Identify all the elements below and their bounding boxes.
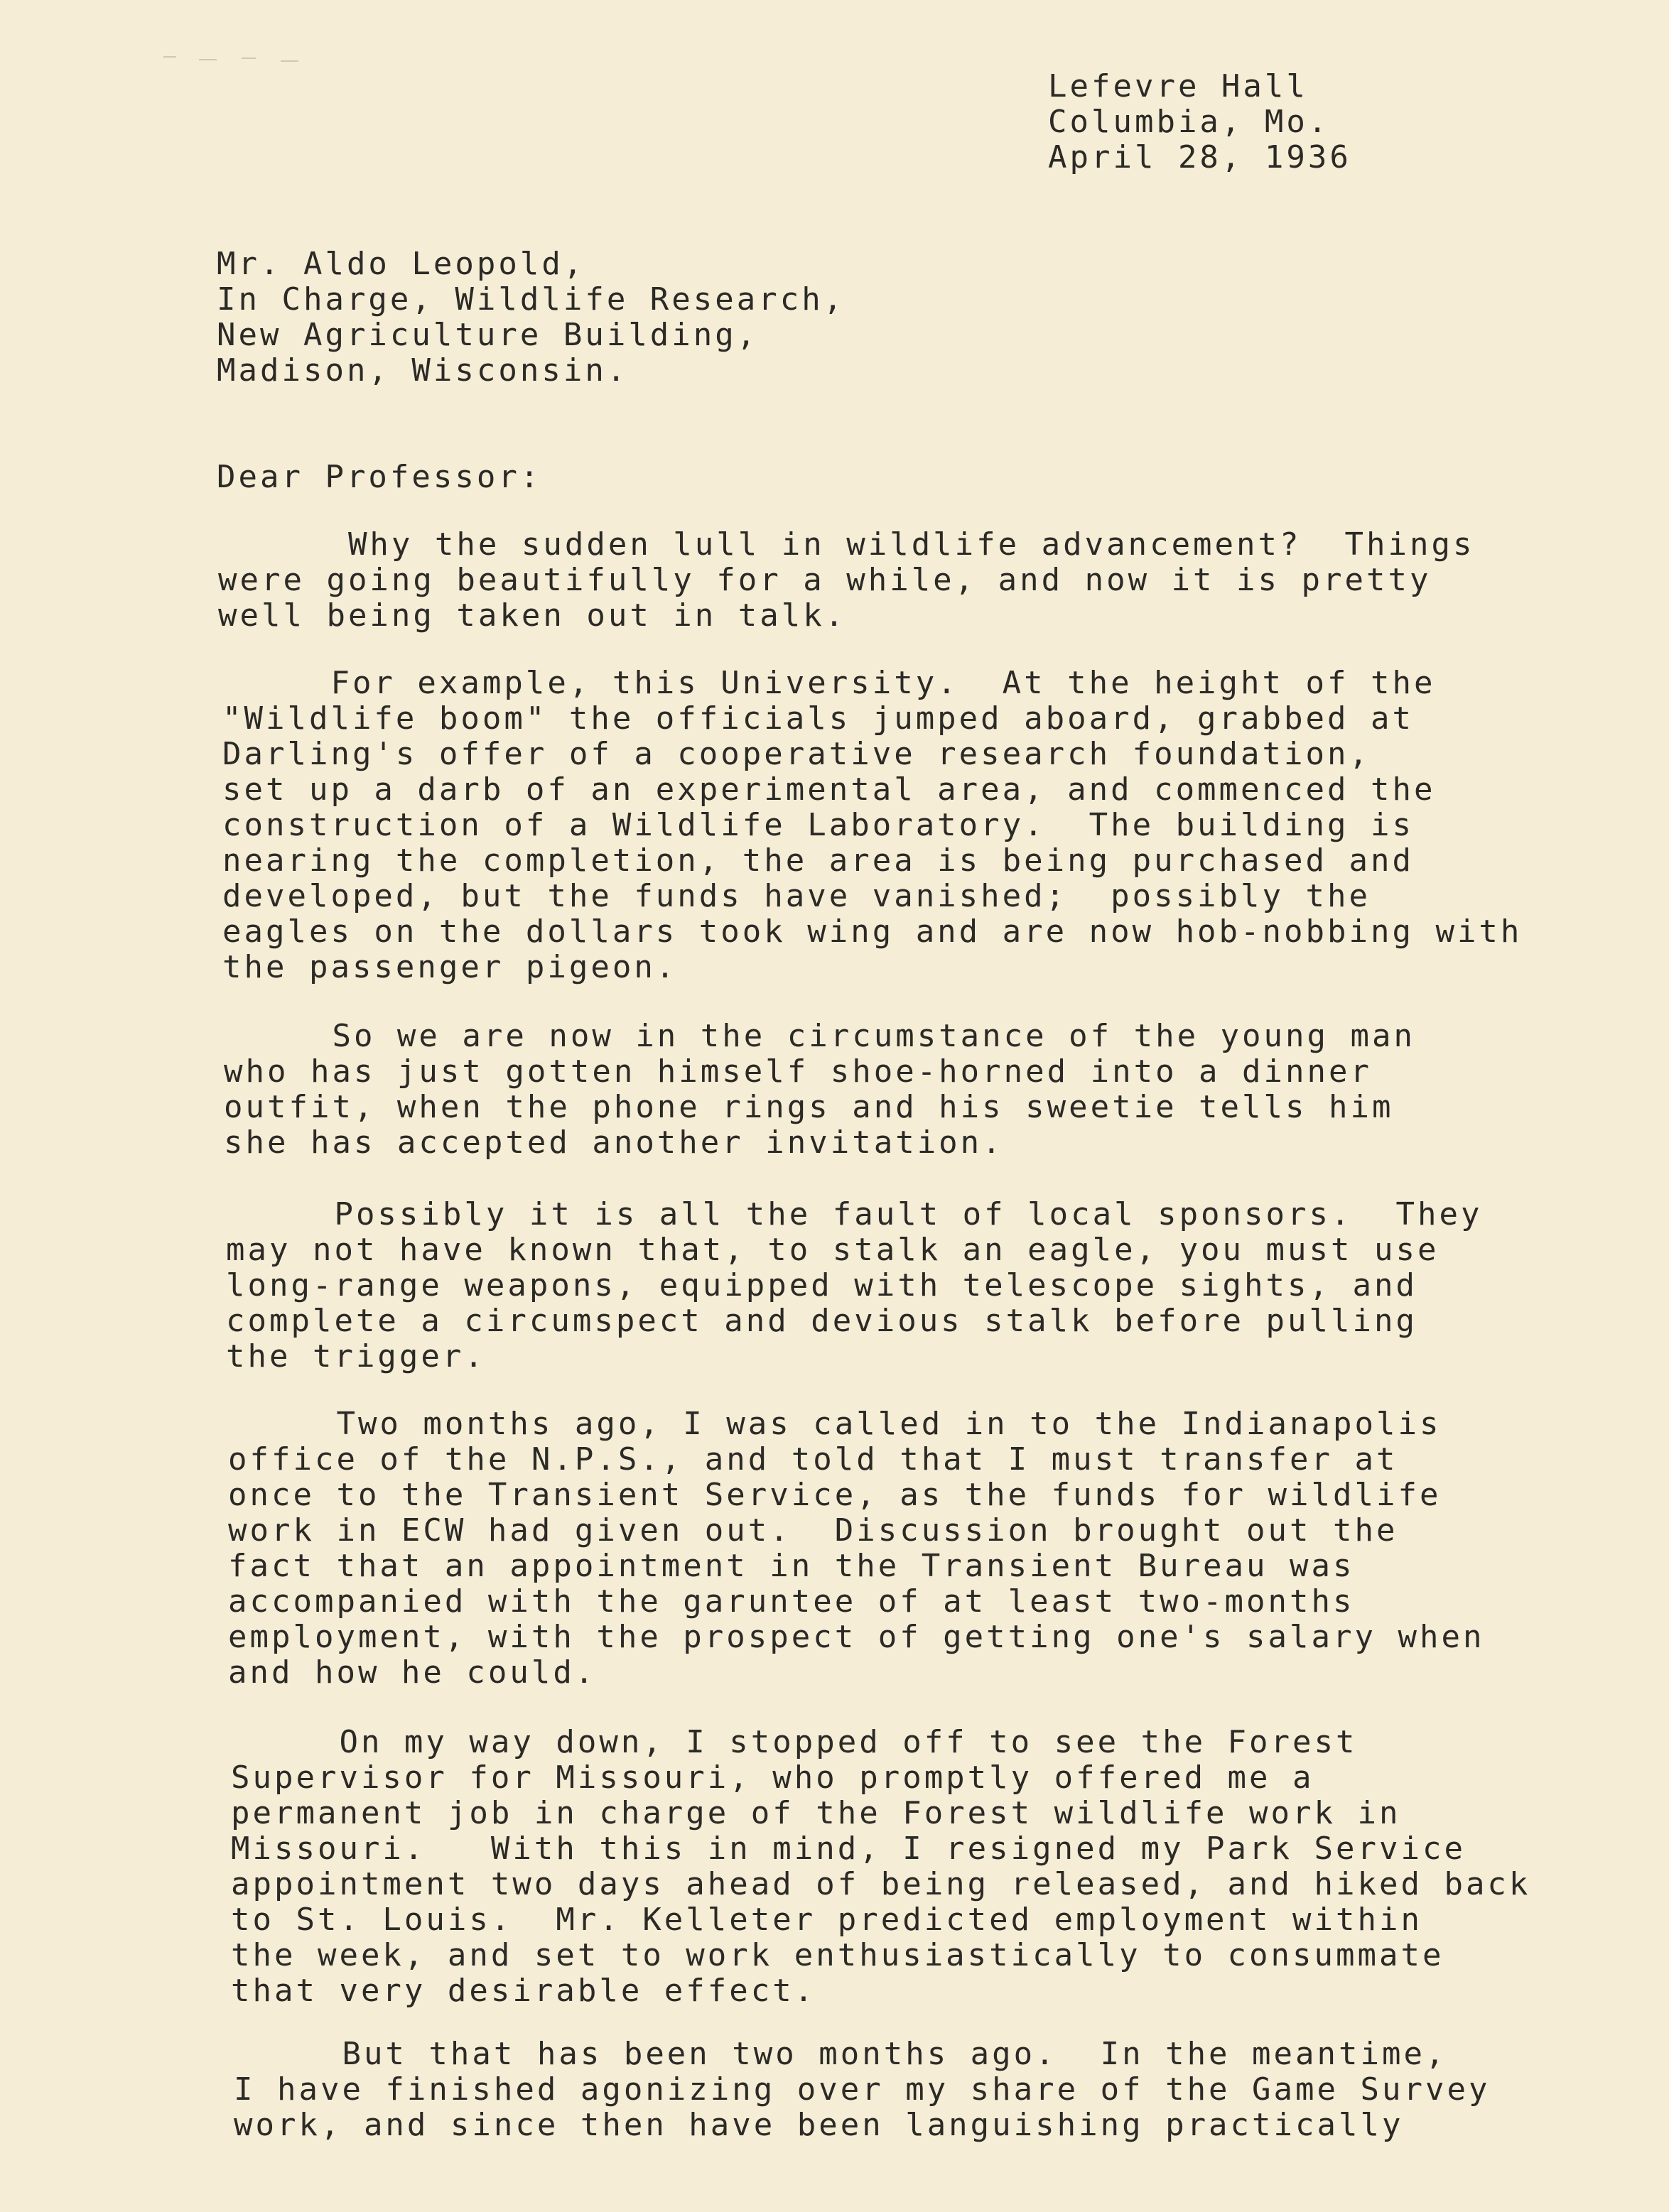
body-line: were going beautifully for a while, and now it is pretty (218, 562, 1432, 598)
body-line: appointment two days ahead of being released, and hiked back (231, 1866, 1531, 1902)
body-line: But that has been two months ago. In the meantime, (234, 2036, 1447, 2072)
body-line: Possibly it is all the fault of local sponsors. They (226, 1196, 1483, 1232)
recipient-building: New Agriculture Building, (217, 317, 759, 353)
body-line: long-range weapons, equipped with telescope sights, and (226, 1267, 1417, 1303)
body-line: who has just gotten himself shoe-horned into a dinner (224, 1053, 1372, 1090)
return-address-line: Lefevre Hall (1048, 68, 1308, 104)
body-line: Darling's offer of a cooperative research foundation, (222, 736, 1371, 772)
body-line: well being taken out in talk. (218, 597, 847, 634)
body-line: office of the N.P.S., and told that I must transfer at (228, 1441, 1398, 1478)
body-line: work, and since then have been languishing practically (234, 2107, 1404, 2143)
body-line: For example, this University. At the height of the (222, 665, 1436, 701)
body-line: and how he could. (228, 1654, 597, 1691)
body-line: accompanied with the garuntee of at least two-months (228, 1583, 1355, 1620)
body-line: So we are now in the circumstance of the young man (224, 1018, 1415, 1054)
body-line: outfit, when the phone rings and his sweetie tells him (224, 1089, 1394, 1125)
body-line: she has accepted another invitation. (224, 1124, 1004, 1161)
body-line: "Wildlife boom" the officials jumped aboard, grabbed at (222, 700, 1414, 737)
paragraph-5 (228, 1406, 1484, 1691)
body-line: Missouri. With this in mind, I resigned my Park Service (231, 1831, 1466, 1867)
recipient-city: Madison, Wisconsin. (217, 352, 629, 389)
body-line: developed, but the funds have vanished; possibly the (222, 878, 1371, 914)
body-line: fact that an appointment in the Transient Bureau was (228, 1548, 1355, 1584)
body-line: the trigger. (226, 1338, 486, 1375)
body-line: the week, and set to work enthusiastically to consummate (231, 1937, 1444, 1973)
body-line: to St. Louis. Mr. Kelleter predicted employment within (231, 1902, 1422, 1938)
body-line: Why the sudden lull in wildlife advancement? Things (218, 526, 1475, 563)
paragraph-7 (234, 2037, 1490, 2143)
body-line: set up a darb of an experimental area, and commenced the (222, 771, 1436, 808)
body-line: I have finished agonizing over my share of the Game Survey (234, 2071, 1491, 2108)
paragraph-4 (226, 1197, 1482, 1375)
body-line: may not have known that, to stalk an eagle, you must use (226, 1232, 1440, 1268)
return-address (1048, 69, 1351, 175)
body-line: employment, with the prospect of getting one's salary when (228, 1619, 1485, 1655)
body-line: construction of a Wildlife Laboratory. The building is (222, 807, 1414, 843)
paragraph-2 (222, 666, 1522, 985)
salutation (217, 460, 541, 495)
body-line: that very desirable effect. (231, 1973, 816, 2009)
paragraph-3 (224, 1019, 1415, 1161)
body-line: On my way down, I stopped off to see the Forest (231, 1724, 1358, 1760)
body-line: Two months ago, I was called in to the Indianapolis (228, 1406, 1442, 1442)
return-address-line: Columbia, Mo. (1048, 104, 1330, 140)
paragraph-1 (218, 527, 1474, 634)
body-line: nearing the completion, the area is being purchased and (222, 842, 1414, 879)
letter-date: April 28, 1936 (1048, 139, 1351, 175)
body-line: permanent job in charge of the Forest wildlife work in (231, 1795, 1401, 1831)
body-line: complete a circumspect and devious stalk before pulling (226, 1303, 1417, 1339)
recipient-name: Mr. Aldo Leopold, (217, 246, 585, 282)
recipient-title: In Charge, Wildlife Research, (217, 281, 846, 318)
body-line: once to the Transient Service, as the funds for wildlife (228, 1477, 1442, 1513)
body-line: the passenger pigeon. (222, 949, 678, 985)
body-line: work in ECW had given out. Discussion brought out the (228, 1512, 1398, 1549)
paper-smudge (163, 51, 320, 65)
body-line: Supervisor for Missouri, who promptly offered me a (231, 1760, 1314, 1796)
salutation-text: Dear Professor: (217, 459, 542, 495)
paragraph-6 (231, 1725, 1530, 2009)
inside-address (217, 246, 845, 389)
body-line: eagles on the dollars took wing and are now hob-nobbing with (222, 913, 1523, 950)
